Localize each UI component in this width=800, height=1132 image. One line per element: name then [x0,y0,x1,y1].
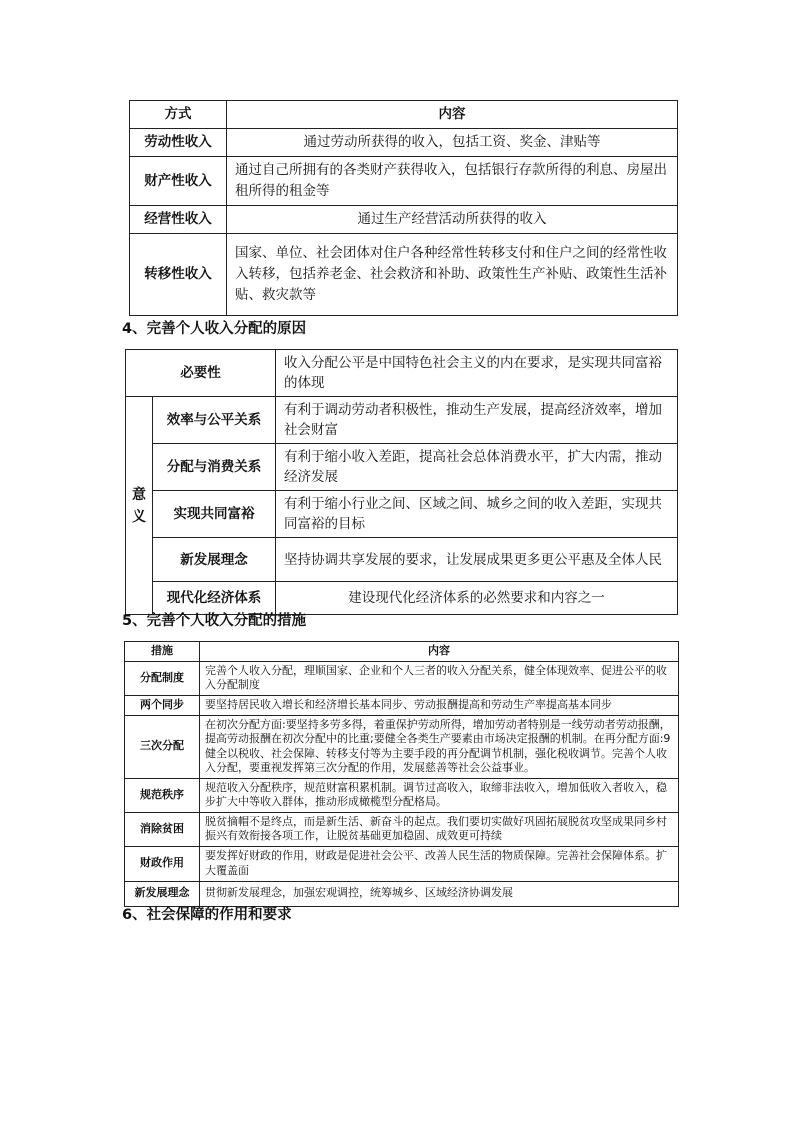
significance-label [126,397,153,615]
table-row [130,157,678,206]
row-name: 规范秩序 [125,778,200,812]
row-content: 有利于缩小收入差距，提高社会总体消费水平，扩大内需，推动经济发展 [276,444,678,491]
row-content: 完善个人收入分配，理顺国家、企业和个人三者的收入分配关系，健全体现效率、促进公平的收入分配制度 [200,661,679,695]
row-content: 有利于缩小行业之间、区域之间、城乡之间的收入差距，实现共同富裕的目标 [276,491,678,538]
section-5-heading: 5、完善个人收入分配的措施 [122,613,307,629]
row-content: 通过自己所拥有的各类财产获得收入，包括银行存款所得的利息、房屋出租所得的租金等 [227,157,678,206]
table-row [126,444,678,491]
table-row [125,661,679,695]
row-content: 脱贫摘帽不是终点，而是新生活、新奋斗的起点。我们要切实做好巩固拓展脱贫攻坚成果同乡村振兴有效衔接各项工作，让脱贫基础更加稳固、成效更可持续 [200,812,679,846]
row-content: 在初次分配方面:要坚持多劳多得，着重保护劳动所得，增加劳动者特别是一线劳动者劳动报酬，提高劳动报酬在初次分配中的比重;要健全各类生产要素由市场决定报酬的机制。在再分配方面:9健全以税收、社会保障、转移支付等为主要手段的再分配调节机制，强化税收调节。完善个人收入分配，要重视发挥第三次分配的作用，发展慈善等社会公益事业。 [200,715,679,778]
table-row [125,846,679,881]
row-name: 转移性收入 [130,234,227,316]
measures-table [124,641,679,907]
header-content: 内容 [227,101,678,129]
section-4-heading: 4、完善个人收入分配的原因 [122,321,307,337]
table-row [126,350,678,397]
row-name: 分配制度 [125,661,200,695]
table-row [130,129,678,157]
row-name: 劳动性收入 [130,129,227,157]
section-6-heading: 6、社会保障的作用和要求 [122,907,292,923]
row-content: 国家、单位、社会团体对住户各种经常性转移支付和住户之间的经常性收入转移，包括养老金、社会救济和补助、政策性生产补贴、政策性生活补贴、救灾款等 [227,234,678,316]
significance-text: 意义 [132,486,146,525]
row-content: 规范收入分配秩序，规范财富积累机制。调节过高收入，取缔非法收入，增加低收入者收入，稳步扩大中等收入群体，推动形成橄榄型分配格局。 [200,778,679,812]
row-content: 贯彻新发展理念，加强宏观调控，统筹城乡、区域经济协调发展 [200,881,679,906]
row-name: 实现共同富裕 [153,491,276,538]
row-content: 要发挥好财政的作用，财政是促进社会公平、改善人民生活的物质保障。完善社会保障体系。扩大覆盖面 [200,846,679,881]
reasons-table [125,349,678,615]
row-name: 财政作用 [125,846,200,881]
header-content: 内容 [200,642,679,662]
table-row [126,491,678,538]
row-name: 现代化经济体系 [153,582,276,615]
header-measure: 措施 [125,642,200,662]
table-row [125,812,679,846]
row-name: 分配与消费关系 [153,444,276,491]
table-header-row [130,101,678,129]
row-name: 两个同步 [125,695,200,715]
table-header-row [125,642,679,662]
table-row [125,695,679,715]
row-content: 坚持协调共享发展的要求，让发展成果更多更公平惠及全体人民 [276,538,678,582]
row-name: 三次分配 [125,715,200,778]
table-row [126,397,678,444]
row-name: 财产性收入 [130,157,227,206]
table-row [125,715,679,778]
row-name: 新发展理念 [125,881,200,906]
row-content: 要坚持居民收入增长和经济增长基本同步、劳动报酬提高和劳动生产率提高基本同步 [200,695,679,715]
necessity-label: 必要性 [126,350,276,397]
row-content: 建设现代化经济体系的必然要求和内容之一 [276,582,678,615]
table-row [130,206,678,234]
header-method: 方式 [130,101,227,129]
income-types-table [129,100,678,316]
necessity-content: 收入分配公平是中国特色社会主义的内在要求，是实现共同富裕的体现 [276,350,678,397]
row-name: 新发展理念 [153,538,276,582]
table-row [126,538,678,582]
row-content: 通过生产经营活动所获得的收入 [227,206,678,234]
row-content: 有利于调动劳动者积极性，推动生产发展，提高经济效率，增加社会财富 [276,397,678,444]
table-row [130,234,678,316]
row-content: 通过劳动所获得的收入，包括工资、奖金、津贴等 [227,129,678,157]
row-name: 经营性收入 [130,206,227,234]
row-name: 效率与公平关系 [153,397,276,444]
table-row [125,778,679,812]
row-name: 消除贫困 [125,812,200,846]
